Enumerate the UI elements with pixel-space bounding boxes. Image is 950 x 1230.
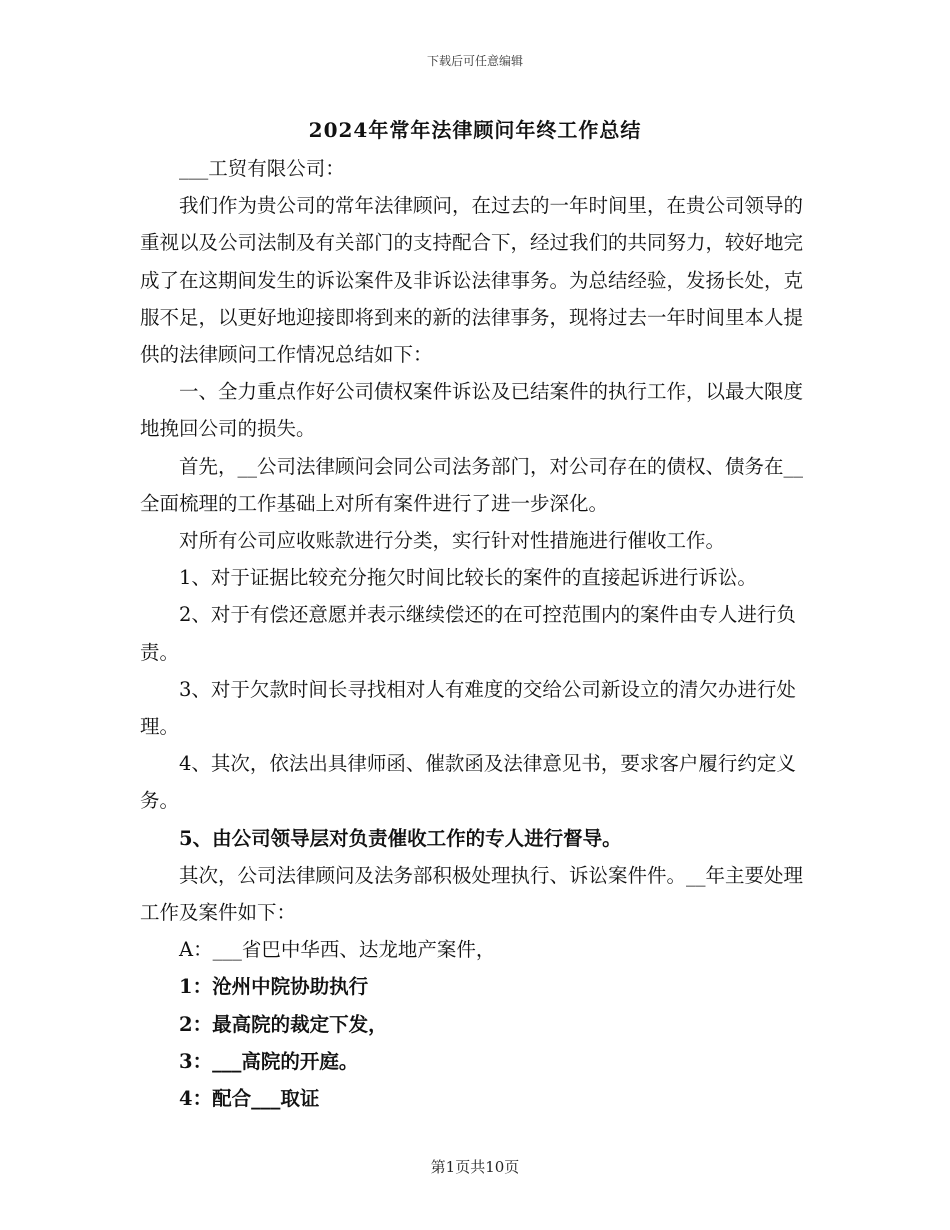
- case-a: A：___省巴中华西、达龙地产案件，: [179, 938, 496, 962]
- document-body: [140, 150, 820, 1117]
- list-item-1: 1、对于证据比较充分拖欠时间比较长的案件的直接起诉进行诉讼。: [179, 566, 757, 590]
- list-item-2: 2、对于有偿还意愿并表示继续偿还的在可控范围内的案件由专人进行负责。: [140, 603, 796, 664]
- case-step-2: 2：最高院的裁定下发，: [179, 1012, 388, 1036]
- case-step-3: 3：___高院的开庭。: [179, 1049, 359, 1073]
- header-note: 下载后可任意编辑: [426, 54, 523, 68]
- paragraph-second: 其次，公司法律顾问及法务部积极处理执行、诉讼案件件。__年主要处理工作及案件如下：: [140, 863, 804, 925]
- page-footer: 第1页共10页: [430, 1158, 520, 1176]
- list-item-5: 5、由公司领导层对负责催收工作的专人进行督导。: [179, 826, 622, 850]
- paragraph-first: 首先，__公司法律顾问会同公司法务部门，对公司存在的债权、债务在__全面梳理的工作基础上对所有案件进行了进一步深化。: [140, 454, 804, 515]
- list-item-3: 3、对于欠款时间长寻找相对人有难度的交给公司新设立的清欠办进行处理。: [140, 677, 796, 739]
- case-step-1: 1：沧州中院协助执行: [179, 975, 369, 999]
- intro-paragraph: 我们作为贵公司的常年法律顾问，在过去的一年时间里，在贵公司领导的重视以及公司法制及有关部门的支持配合下，经过我们的共同努力，较好地完成了在这期间发生的诉讼案件及非诉讼法律事务。为总结经验，发扬长处，克服不足，以更好地迎接即将到来的新的法律事务，现将过去一年时间里本人提供的法律顾问工作情况总结如下：: [140, 194, 804, 367]
- paragraph-classification: 对所有公司应收账款进行分类，实行针对性措施进行催收工作。: [179, 529, 726, 553]
- list-item-4: 4、其次，依法出具律师函、催款函及法律意见书，要求客户履行约定义务。: [140, 752, 796, 813]
- salutation: ___工贸有限公司：: [179, 157, 345, 180]
- document-title: 2024年常年法律顾问年终工作总结: [308, 118, 642, 142]
- case-step-4: 4：配合___取证: [179, 1087, 320, 1111]
- section-heading-1: 一、全力重点作好公司债权案件诉讼及已结案件的执行工作，以最大限度地挽回公司的损失。: [140, 380, 804, 441]
